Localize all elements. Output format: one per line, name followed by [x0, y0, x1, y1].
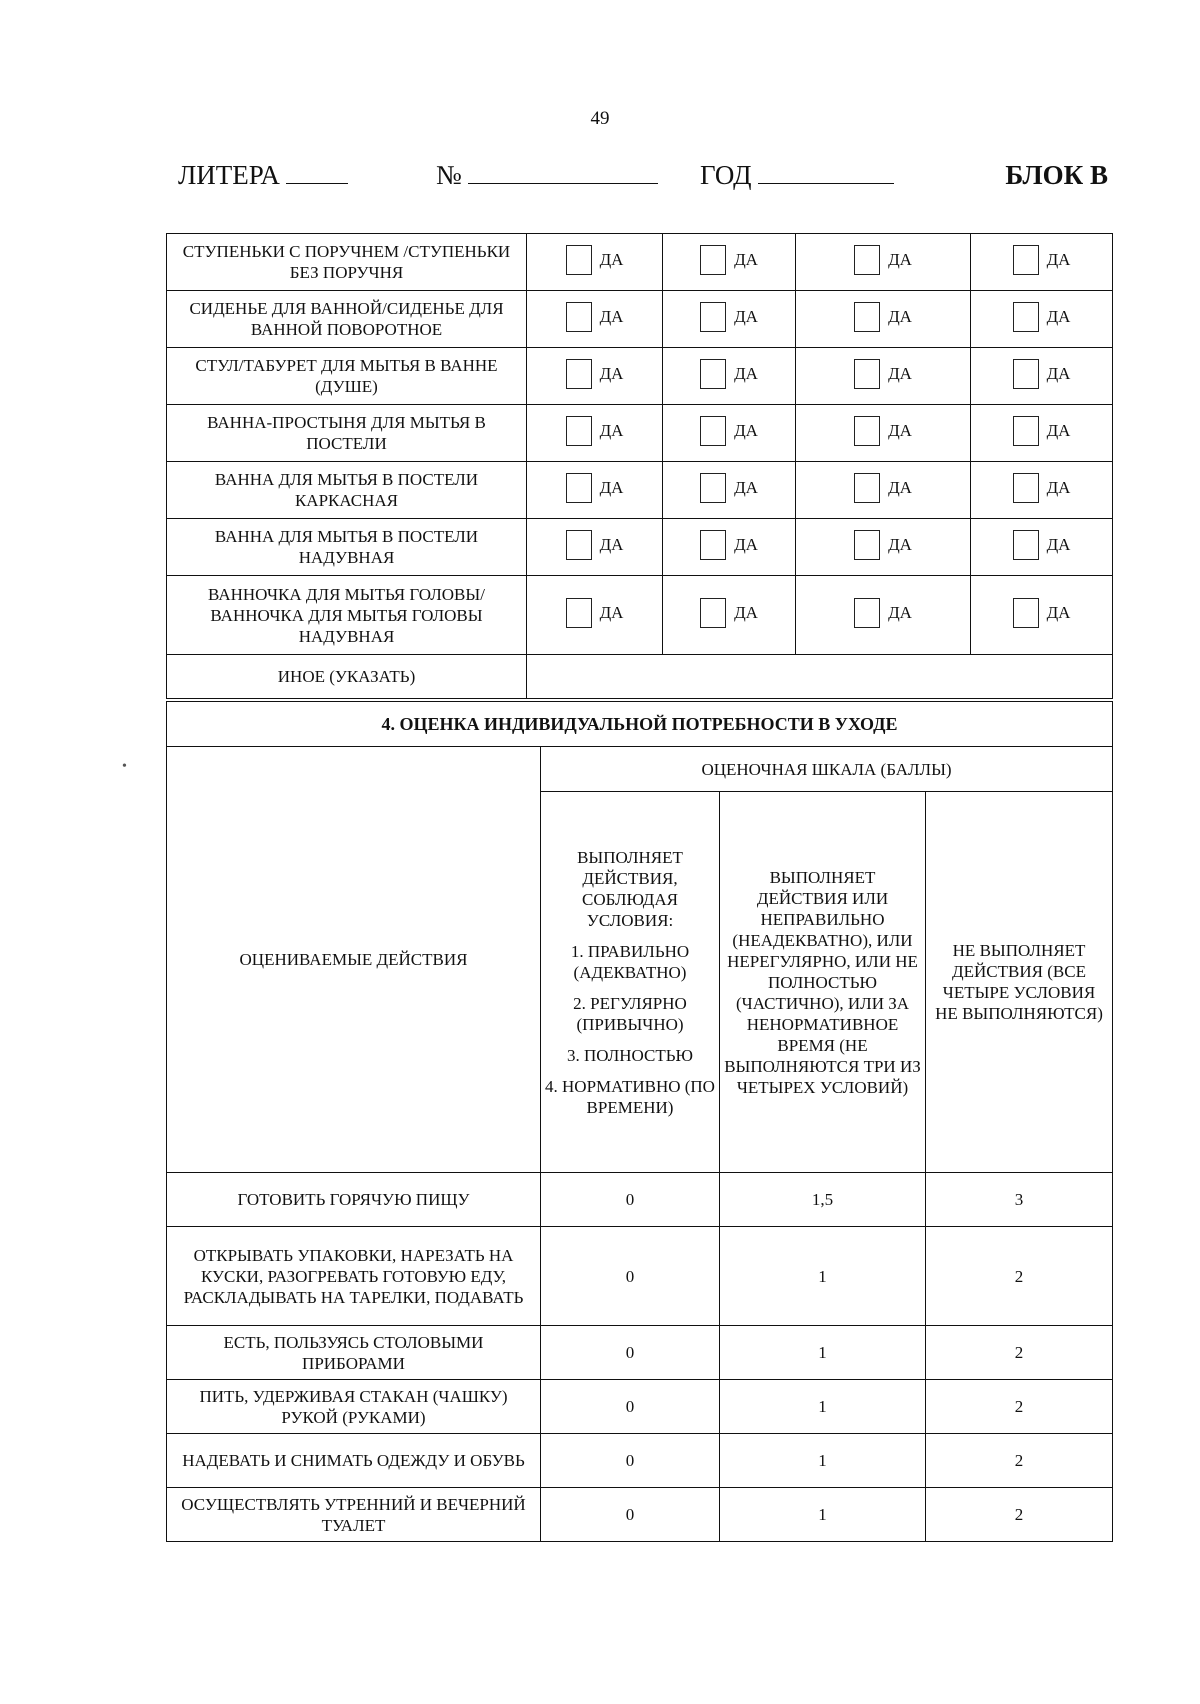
action-label: ЕСТЬ, ПОЛЬЗУЯСЬ СТОЛОВЫМИ ПРИБОРАМИ [167, 1326, 541, 1380]
checkbox-cell[interactable] [527, 348, 663, 405]
checkbox-label: ДА [734, 603, 758, 622]
checkbox-label: ДА [1046, 307, 1071, 326]
checkbox-label: ДА [1046, 250, 1071, 269]
checkbox-cell[interactable] [796, 576, 971, 655]
checkbox-cell[interactable] [527, 462, 663, 519]
checkbox-option[interactable] [700, 598, 758, 628]
checkbox-option[interactable] [1013, 245, 1071, 275]
checkbox-label: ДА [888, 603, 912, 622]
checkbox[interactable] [566, 359, 592, 389]
checkbox-label: ДА [599, 250, 624, 269]
equipment-row [167, 519, 1113, 576]
equipment-row [167, 405, 1113, 462]
checkbox-label: ДА [734, 478, 758, 497]
score-partial[interactable]: 1 [720, 1227, 926, 1326]
action-label: ОСУЩЕСТВЛЯТЬ УТРЕННИЙ И ВЕЧЕРНИЙ ТУАЛЕТ [167, 1488, 541, 1542]
checkbox-option[interactable] [566, 598, 624, 628]
equipment-row [167, 234, 1113, 291]
checkbox-cell[interactable] [527, 519, 663, 576]
checkbox-option[interactable] [854, 302, 912, 332]
checkbox-option[interactable] [566, 416, 624, 446]
checkbox-option[interactable] [700, 530, 758, 560]
scale-col-full [541, 792, 720, 1173]
checkbox-label: ДА [599, 364, 624, 383]
action-label: ОТКРЫВАТЬ УПАКОВКИ, НАРЕЗАТЬ НА КУСКИ, РАЗОГРЕВАТЬ ГОТОВУЮ ЕДУ, РАСКЛАДЫВАТЬ НА ТАРЕЛКИ, ПОДАВАТЬ [167, 1227, 541, 1326]
checkbox[interactable] [854, 473, 880, 503]
equipment-label: СИДЕНЬЕ ДЛЯ ВАННОЙ/СИДЕНЬЕ ДЛЯ ВАННОЙ ПОВОРОТНОЕ [167, 291, 527, 348]
scale-col-full-intro: ВЫПОЛНЯЕТ ДЕЙСТВИЯ, СОБЛЮДАЯ УСЛОВИЯ: [577, 847, 683, 930]
checkbox[interactable] [700, 302, 726, 332]
checkbox-label: ДА [734, 307, 758, 326]
condition-4: 4. НОРМАТИВНО (ПО ВРЕМЕНИ) [545, 1076, 715, 1117]
equipment-label: ВАННОЧКА ДЛЯ МЫТЬЯ ГОЛОВЫ/ ВАННОЧКА ДЛЯ МЫТЬЯ ГОЛОВЫ НАДУВНАЯ [167, 576, 527, 655]
actions-header: ОЦЕНИВАЕМЫЕ ДЕЙСТВИЯ [167, 747, 541, 1173]
checkbox-option[interactable] [1013, 598, 1071, 628]
checkbox-cell[interactable] [796, 291, 971, 348]
checkbox-cell[interactable] [663, 576, 796, 655]
assessment-row [167, 1326, 1113, 1380]
checkbox-option[interactable] [566, 359, 624, 389]
checkbox-label: ДА [888, 307, 912, 326]
checkbox[interactable] [566, 302, 592, 332]
equipment-label: СТУЛ/ТАБУРЕТ ДЛЯ МЫТЬЯ В ВАННЕ (ДУШЕ) [167, 348, 527, 405]
checkbox-label: ДА [888, 421, 912, 440]
score-full[interactable]: 0 [541, 1380, 720, 1434]
checkbox-label: ДА [599, 421, 624, 440]
checkbox-label: ДА [734, 535, 758, 554]
checkbox-label: ДА [599, 307, 624, 326]
checkbox-cell[interactable] [527, 576, 663, 655]
score-partial[interactable]: 1 [720, 1380, 926, 1434]
checkbox-option[interactable] [566, 302, 624, 332]
checkbox[interactable] [854, 302, 880, 332]
checkbox-label: ДА [1046, 421, 1071, 440]
checkbox-cell[interactable] [971, 348, 1113, 405]
checkbox[interactable] [854, 598, 880, 628]
checkbox[interactable] [566, 530, 592, 560]
assessment-row [167, 1173, 1113, 1227]
checkbox[interactable] [700, 359, 726, 389]
checkbox-cell[interactable] [971, 234, 1113, 291]
score-none[interactable]: 2 [926, 1326, 1113, 1380]
checkbox-label: ДА [734, 364, 758, 383]
checkbox-label: ДА [888, 535, 912, 554]
checkbox-cell[interactable] [971, 462, 1113, 519]
litera-field[interactable] [178, 160, 348, 191]
checkbox-label: ДА [734, 250, 758, 269]
equipment-label: ВАННА ДЛЯ МЫТЬЯ В ПОСТЕЛИ КАРКАСНАЯ [167, 462, 527, 519]
checkbox-option[interactable] [700, 416, 758, 446]
checkbox-option[interactable] [854, 359, 912, 389]
checkbox-option[interactable] [854, 530, 912, 560]
checkbox-option[interactable] [700, 302, 758, 332]
action-label: ГОТОВИТЬ ГОРЯЧУЮ ПИЩУ [167, 1173, 541, 1227]
equipment-table [166, 233, 1113, 699]
checkbox-option[interactable] [700, 245, 758, 275]
litera-line[interactable] [286, 161, 348, 184]
litera-label: ЛИТЕРА [178, 160, 280, 190]
equipment-label: СТУПЕНЬКИ С ПОРУЧНЕМ /СТУПЕНЬКИ БЕЗ ПОРУЧНЯ [167, 234, 527, 291]
year-line[interactable] [758, 161, 894, 184]
checkbox-cell[interactable] [527, 405, 663, 462]
checkbox-cell[interactable] [971, 519, 1113, 576]
score-full[interactable]: 0 [541, 1326, 720, 1380]
assessment-row [167, 1380, 1113, 1434]
checkbox-label: ДА [734, 421, 758, 440]
other-input[interactable] [527, 655, 1113, 699]
assessment-row [167, 1227, 1113, 1326]
checkbox-option[interactable] [700, 359, 758, 389]
checkbox-cell[interactable] [971, 576, 1113, 655]
scale-col-partial: ВЫПОЛНЯЕТ ДЕЙСТВИЯ ИЛИ НЕПРАВИЛЬНО (НЕАДЕКВАТНО), ИЛИ НЕРЕГУЛЯРНО, ИЛИ НЕ ПОЛНОСТЬЮ (ЧАСТИЧНО), ИЛИ ЗА НЕНОРМАТИВНОЕ ВРЕМЯ (НЕ ВЫПОЛНЯЮТСЯ ТРИ ИЗ ЧЕТЫРЕХ УСЛОВИЙ) [720, 792, 926, 1173]
checkbox[interactable] [1013, 416, 1039, 446]
condition-2: 2. РЕГУЛЯРНО (ПРИВЫЧНО) [573, 993, 687, 1034]
checkbox-option[interactable] [854, 473, 912, 503]
number-field[interactable] [436, 160, 658, 191]
checkbox[interactable] [1013, 245, 1039, 275]
checkbox[interactable] [700, 473, 726, 503]
checkbox[interactable] [700, 416, 726, 446]
block-label: БЛОК В [1005, 160, 1108, 190]
score-partial[interactable]: 1,5 [720, 1173, 926, 1227]
section-title: 4. ОЦЕНКА ИНДИВИДУАЛЬНОЙ ПОТРЕБНОСТИ В УХОДЕ [167, 702, 1113, 747]
score-none[interactable]: 3 [926, 1173, 1113, 1227]
checkbox-label: ДА [1046, 364, 1071, 383]
checkbox[interactable] [566, 473, 592, 503]
checkbox-label: ДА [599, 535, 624, 554]
score-none[interactable]: 2 [926, 1434, 1113, 1488]
score-partial[interactable]: 1 [720, 1488, 926, 1542]
checkbox-cell[interactable] [796, 348, 971, 405]
equipment-row [167, 576, 1113, 655]
form-header [178, 160, 1108, 200]
checkbox[interactable] [854, 359, 880, 389]
checkbox-cell[interactable] [663, 462, 796, 519]
checkbox-label: ДА [888, 250, 912, 269]
checkbox[interactable] [854, 530, 880, 560]
checkbox-cell[interactable] [663, 291, 796, 348]
checkbox-option[interactable] [1013, 416, 1071, 446]
score-full[interactable]: 0 [541, 1434, 720, 1488]
equipment-label: ВАННА-ПРОСТЫНЯ ДЛЯ МЫТЬЯ В ПОСТЕЛИ [167, 405, 527, 462]
checkbox-label: ДА [1046, 535, 1071, 554]
equipment-label: ВАННА ДЛЯ МЫТЬЯ В ПОСТЕЛИ НАДУВНАЯ [167, 519, 527, 576]
condition-3: 3. ПОЛНОСТЬЮ [567, 1045, 693, 1065]
checkbox-cell[interactable] [663, 405, 796, 462]
equipment-row [167, 462, 1113, 519]
checkbox-option[interactable] [854, 416, 912, 446]
checkbox[interactable] [854, 245, 880, 275]
checkbox-cell[interactable] [796, 405, 971, 462]
checkbox-label: ДА [1046, 478, 1071, 497]
checkbox-label: ДА [1046, 603, 1071, 622]
checkbox-option[interactable] [1013, 302, 1071, 332]
checkbox-cell[interactable] [663, 348, 796, 405]
number-line[interactable] [468, 161, 658, 184]
assessment-table [166, 701, 1113, 1542]
checkbox-cell[interactable] [527, 234, 663, 291]
checkbox-cell[interactable] [971, 405, 1113, 462]
margin-dot: • [122, 759, 127, 774]
equipment-row [167, 348, 1113, 405]
checkbox-option[interactable] [854, 245, 912, 275]
page-number: 49 [590, 108, 610, 129]
score-none[interactable]: 2 [926, 1227, 1113, 1326]
score-none[interactable]: 2 [926, 1488, 1113, 1542]
checkbox-option[interactable] [566, 245, 624, 275]
checkbox-option[interactable] [854, 598, 912, 628]
checkbox[interactable] [700, 245, 726, 275]
checkbox-cell[interactable] [796, 519, 971, 576]
checkbox[interactable] [1013, 359, 1039, 389]
equipment-row [167, 291, 1113, 348]
score-full[interactable]: 0 [541, 1173, 720, 1227]
checkbox-label: ДА [599, 603, 624, 622]
score-full[interactable]: 0 [541, 1488, 720, 1542]
checkbox[interactable] [1013, 530, 1039, 560]
assessment-row [167, 1488, 1113, 1542]
checkbox-cell[interactable] [527, 291, 663, 348]
checkbox-cell[interactable] [796, 462, 971, 519]
action-label: ПИТЬ, УДЕРЖИВАЯ СТАКАН (ЧАШКУ) РУКОЙ (РУКАМИ) [167, 1380, 541, 1434]
checkbox-option[interactable] [1013, 530, 1071, 560]
other-label: ИНОЕ (УКАЗАТЬ) [167, 655, 527, 699]
action-label: НАДЕВАТЬ И СНИМАТЬ ОДЕЖДУ И ОБУВЬ [167, 1434, 541, 1488]
checkbox-cell[interactable] [663, 234, 796, 291]
checkbox-option[interactable] [566, 530, 624, 560]
checkbox-cell[interactable] [663, 519, 796, 576]
checkbox-option[interactable] [1013, 359, 1071, 389]
checkbox[interactable] [1013, 473, 1039, 503]
checkbox-cell[interactable] [796, 234, 971, 291]
checkbox[interactable] [566, 245, 592, 275]
score-partial[interactable]: 1 [720, 1434, 926, 1488]
year-label: ГОД [700, 160, 752, 190]
checkbox-option[interactable] [566, 473, 624, 503]
checkbox[interactable] [1013, 598, 1039, 628]
number-label: № [436, 160, 462, 190]
checkbox[interactable] [566, 598, 592, 628]
checkbox-label: ДА [888, 364, 912, 383]
checkbox-label: ДА [599, 478, 624, 497]
scale-col-none: НЕ ВЫПОЛНЯЕТ ДЕЙСТВИЯ (ВСЕ ЧЕТЫРЕ УСЛОВИЯ НЕ ВЫПОЛНЯЮТСЯ) [926, 792, 1113, 1173]
checkbox-option[interactable] [1013, 473, 1071, 503]
scale-header: ОЦЕНОЧНАЯ ШКАЛА (БАЛЛЫ) [541, 747, 1113, 792]
condition-1: 1. ПРАВИЛЬНО (АДЕКВАТНО) [570, 941, 690, 982]
checkbox[interactable] [1013, 302, 1039, 332]
checkbox[interactable] [854, 416, 880, 446]
score-none[interactable]: 2 [926, 1380, 1113, 1434]
checkbox-label: ДА [888, 478, 912, 497]
year-field[interactable] [700, 160, 894, 191]
score-full[interactable]: 0 [541, 1227, 720, 1326]
assessment-row [167, 1434, 1113, 1488]
checkbox[interactable] [566, 416, 592, 446]
checkbox-option[interactable] [700, 473, 758, 503]
checkbox[interactable] [700, 530, 726, 560]
checkbox[interactable] [700, 598, 726, 628]
equipment-row-other [167, 655, 1113, 699]
score-partial[interactable]: 1 [720, 1326, 926, 1380]
checkbox-cell[interactable] [971, 291, 1113, 348]
